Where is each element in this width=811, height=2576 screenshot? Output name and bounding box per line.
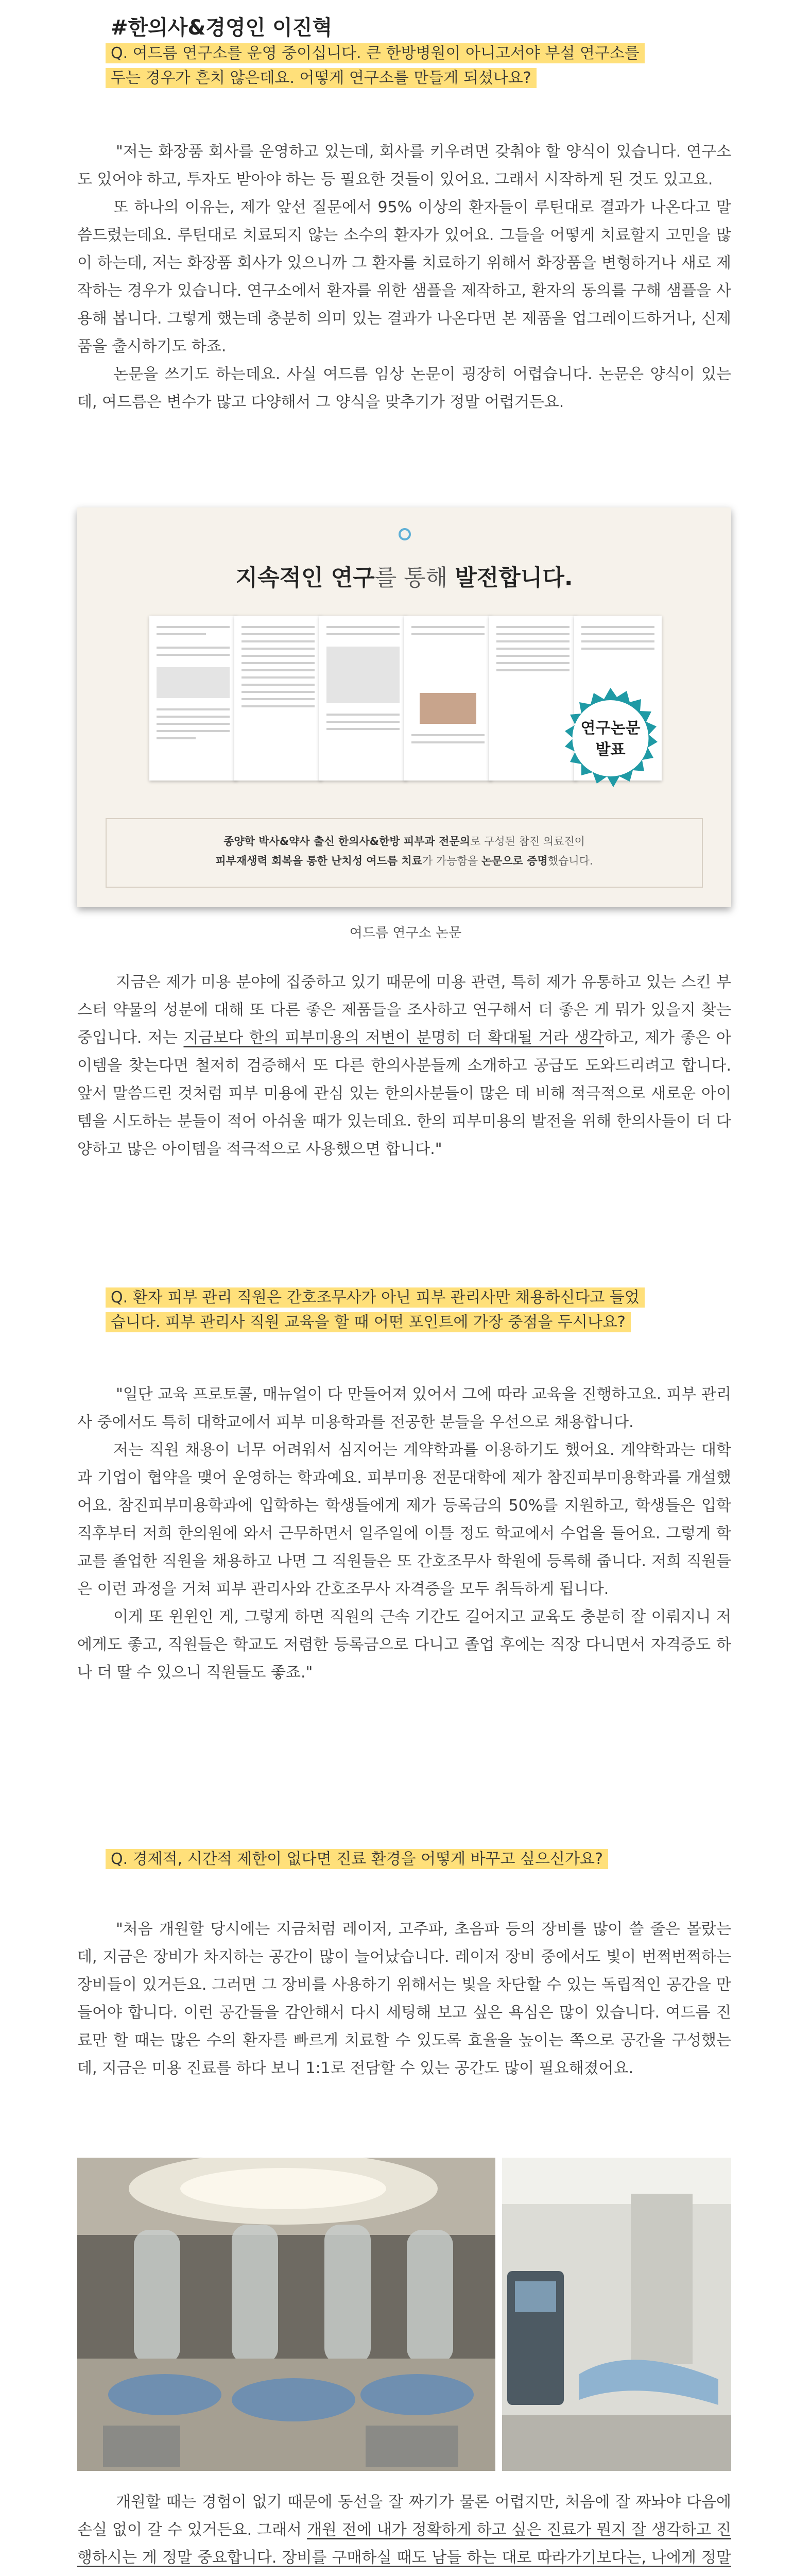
answer-1-continued — [77, 969, 731, 1163]
info-line-2-mid: 가 가능함을 — [422, 855, 481, 867]
answer-2-paragraph: 저는 직원 채용이 너무 어려워서 심지어는 계약학과를 이용하기도 했어요. 계약학과는 대학과 기업이 협약을 맺어 운영하는 학과예요. 피부미용 전문대학에 제가 참진피부미용학과를 개설했어요. 참진피부미용학과에 입학하는 학생들에게 제가 등록금의 50%를 지원하고, 학생들은 입학 직후부터 저희 한의원에 와서 근무하면서 일주일에 이틀 정도 학교에서 수업을 들어요. 그렇게 학교를 졸업한 직원을 채용하고 나면 그 직원들은 또 간호조무사 학원에 등록해 줍니다. 저희 직원들은 이런 과정을 거쳐 피부 관리사와 간호조무사 자격증을 모두 취득하게 됩니다. — [77, 1441, 731, 1598]
info-line-2-bold: 피부재생력 회복을 통한 난치성 여드름 치료 — [215, 855, 423, 867]
underlined-text: 지금보다 한의 피부미용의 저변이 분명히 더 확대될 거라 생각 — [183, 1029, 605, 1047]
question-3-line-1: Q. 경제적, 시간적 제한이 없다면 진료 환경을 어떻게 바꾸고 싶으신가요? — [106, 1849, 608, 1869]
badge-line-1: 연구논문 — [580, 719, 641, 737]
question-2 — [106, 1285, 739, 1335]
paper-page — [234, 616, 322, 781]
info-line-2-end: 했습니다. — [547, 855, 593, 867]
question-1-line-1: Q. 여드름 연구소를 운영 중이십니다. 큰 한방병원이 아니고서야 부설 연구소를 — [106, 43, 645, 63]
banner-info-box — [106, 818, 703, 888]
answer-3-continued — [77, 2488, 731, 2576]
answer-3-continued-paragraph: 개원할 때는 경험이 없기 때문에 동선을 잘 짜기가 물론 어렵지만, 처음에 잘 짜놔야 다음에 손실 없이 갈 수 있거든요. 그래서 개원 전에 내가 정확하게 하고 싶은 진료가 뭔지 잘 생각하고 진행하시는 게 정말 중요합니다. 장비를 구매하실 때도 남들 하는 대로 따라가기보다는, 나에게 정말 — [77, 2488, 731, 2576]
answer-3-paragraph: "처음 개원할 당시에는 지금처럼 레이저, 고주파, 초음파 등의 장비를 많이 쓸 줄은 몰랐는데, 지금은 장비가 차지하는 공간이 많이 늘어났습니다. 레이저 장비 중에서도 빛이 번쩍번쩍하는 장비들이 있거든요. 그러면 그 장비를 사용하기 위해서는 빛을 차단할 수 있는 독립적인 공간을 만들어야 합니다. 이런 공간들을 감안해서 다시 세팅해 보고 싶은 욕심은 많이 있습니다. 여드름 진료만 할 때는 많은 수의 환자를 빠르게 치료할 수 있도록 효율을 높이는 쪽으로 공간을 구성했는데, 지금은 미용 진료를 하다 보니 1:1로 전담할 수 있는 공간도 많이 필요해졌어요. — [77, 1920, 731, 2077]
answer-1-paragraph: 논문을 쓰기도 하는데요. 사실 여드름 임상 논문이 굉장히 어렵습니다. 논문은 양식이 있는데, 여드름은 변수가 많고 다양해서 그 양식을 맞추기가 정말 어렵거든요. — [77, 365, 731, 411]
clinic-treatment-room-photo — [77, 2158, 495, 2471]
ring-icon — [399, 528, 411, 540]
banner-headline — [77, 559, 731, 592]
question-2-line-2: 습니다. 피부 관리사 직원 교육을 할 때 어떤 포인트에 가장 중점을 두시나요? — [106, 1312, 631, 1332]
research-paper-banner — [77, 507, 731, 907]
clinic-laser-room-photo — [502, 2158, 731, 2471]
underlined-text: 개원 전에 내가 정확하게 하고 싶은 진료가 뭔지 잘 생각하고 진행하시는 게 정말 중요합니다. 장비를 구매하실 때도 남들 하는 대로 따라가기보다는, 나에게 정말 — [77, 2521, 731, 2567]
question-1-line-2: 두는 경우가 흔치 않은데요. 어떻게 연구소를 만들게 되셨나요? — [106, 68, 537, 88]
info-line-1-rest: 로 구성된 참진 의료진이 — [470, 835, 585, 848]
paper-page — [149, 616, 237, 781]
badge-text — [558, 718, 663, 761]
badge-line-2: 발표 — [595, 741, 626, 759]
question-2-line-1: Q. 환자 피부 관리 직원은 간호조무사가 아닌 피부 관리사만 채용하신다고 들었 — [106, 1287, 645, 1308]
headline-light-1: 를 — [374, 565, 404, 591]
answer-2-paragraph: "일단 교육 프로토콜, 매뉴얼이 다 만들어져 있어서 그에 따라 교육을 진행하고요. 피부 관리사 중에서도 특히 대학교에서 피부 미용학과를 전공한 분들을 우선으로 채용합니다. — [77, 1385, 731, 1431]
question-3 — [106, 1847, 739, 1872]
paper-page — [404, 616, 492, 781]
answer-2 — [77, 1381, 731, 1687]
hashtag-title: #한의사&경영인 이진혁 — [111, 16, 333, 40]
answer-1-paragraph: "저는 화장품 회사를 운영하고 있는데, 회사를 키우려면 갖춰야 할 양식이 있습니다. 연구소도 있어야 하고, 투자도 받아야 하는 등 필요한 것들이 있어요. 그래서 시작하게 된 것도 있고요. — [77, 143, 731, 189]
info-line-1-bold: 종양학 박사&약사 출신 한의사&한방 피부과 전문의 — [223, 835, 470, 848]
info-line-2-emphasis: 논문으로 증명 — [481, 855, 548, 867]
question-1 — [106, 41, 739, 91]
answer-3 — [77, 1916, 731, 2082]
headline-bold-2: 발전합니다. — [455, 565, 573, 591]
answer-1-paragraph: 또 하나의 이유는, 제가 앞선 질문에서 95% 이상의 환자들이 루틴대로 결과가 나온다고 말씀드렸는데요. 루틴대로 치료되지 않는 소수의 환자가 있어요. 그들을 어떻게 치료할지 고민을 많이 하는데, 저는 화장품 회사가 있으니까 그 환자를 치료하기 위해서 화장품을 변형하거나 새로 제작하는 경우가 있습니다. 연구소에서 환자를 위한 샘플을 제작하고, 환자의 동의를 구해 샘플을 사용해 봅니다. 그렇게 했는데 충분히 의미 있는 결과가 나온다면 본 제품을 업그레이드하거나, 신제품을 출시하기도 하죠. — [77, 198, 731, 355]
answer-1-continued-paragraph: 지금은 제가 미용 분야에 집중하고 있기 때문에 미용 관련, 특히 제가 유통하고 있는 스킨 부스터 약물의 성분에 대해 또 다른 좋은 제품들을 조사하고 연구해서 더 좋은 게 뭐가 있을지 찾는 중입니다. 저는 지금보다 한의 피부미용의 저변이 분명히 더 확대될 거라 생각하고, 제가 좋은 아이템을 찾는다면 철저히 검증해서 또 다른 한의사분들께 소개하고 공급도 도와드리려고 합니다. 앞서 말씀드린 것처럼 피부 미용에 관심 있는 한의사분들이 많은 데 비해 적극적으로 새로운 아이템을 시도하는 분들이 적어 아쉬울 때가 있는데요. 한의 피부미용의 발전을 위해 한의사들이 더 다양하고 많은 아이템을 적극적으로 사용했으면 합니다." — [77, 973, 731, 1158]
headline-light-2: 통해 — [404, 565, 455, 591]
headline-bold-1: 지속적인 연구 — [235, 565, 375, 591]
answer-1 — [77, 138, 731, 416]
paper-page — [319, 616, 407, 781]
research-badge — [558, 688, 663, 793]
answer-2-paragraph: 이게 또 윈윈인 게, 그렇게 하면 직원의 근속 기간도 길어지고 교육도 충분히 잘 이뤄지니 저에게도 좋고, 직원들은 학교도 저렴한 등록금으로 다니고 졸업 후에는 직장 다니면서 자격증도 하나 더 딸 수 있으니 직원들도 좋죠." — [77, 1608, 731, 1682]
banner-caption: 여드름 연구소 논문 — [349, 925, 462, 941]
